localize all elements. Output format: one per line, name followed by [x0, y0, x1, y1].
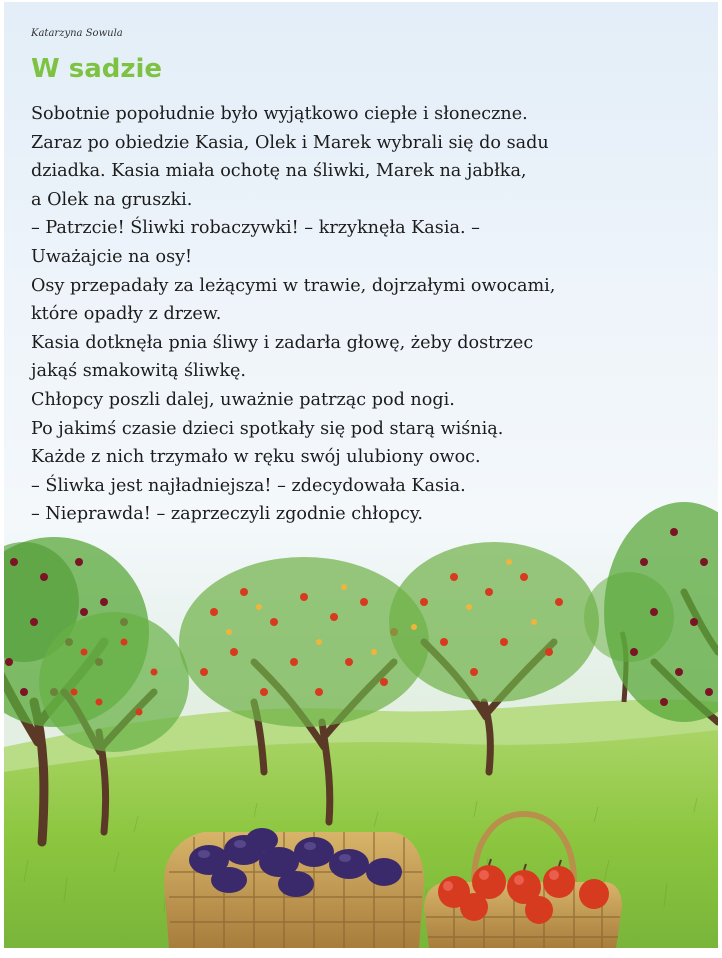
story-line: – Śliwka jest najładniejsza! – zdecydowała Kasia. [31, 475, 466, 496]
story-line: Zaraz po obiedzie Kasia, Olek i Marek wybrali się do sadu [31, 132, 549, 153]
story-line: Po jakimś czasie dzieci spotkały się pod starą wiśnią. [31, 418, 504, 439]
story-line: dziadka. Kasia miała ochotę na śliwki, Marek na jabłka, [31, 161, 527, 182]
story-line: jakąś smakowitą śliwkę. [31, 361, 247, 382]
textbook-page [4, 2, 718, 948]
story-title: W sadzie [31, 54, 163, 84]
story-line: a Olek na gruszki. [31, 189, 193, 210]
story-line: Każde z nich trzymało w ręku swój ulubiony owoc. [31, 447, 481, 468]
story-line: – Patrzcie! Śliwki robaczywki! – krzyknęła Kasia. – [31, 218, 480, 239]
story-text [31, 100, 711, 529]
story-line: Sobotnie popołudnie było wyjątkowo ciepłe i słoneczne. [31, 104, 528, 124]
story-line: Osy przepadały za leżącymi w trawie, dojrzałymi owocami, [31, 275, 556, 296]
story-line: – Nieprawda! – zaprzeczyli zgodnie chłopcy. [31, 504, 424, 525]
story-line: Chłopcy poszli dalej, uważnie patrząc pod nogi. [31, 389, 455, 410]
author-name: Katarzyna Sowula [31, 28, 123, 39]
story-line: Uważajcie na osy! [31, 246, 193, 267]
plum-basket [164, 828, 424, 948]
story-line: które opadły z drzew. [31, 304, 222, 325]
story-line: Kasia dotknęła pnia śliwy i zadarła głowę, żeby dostrzec [31, 332, 534, 353]
cherry-tree-right [604, 502, 718, 722]
